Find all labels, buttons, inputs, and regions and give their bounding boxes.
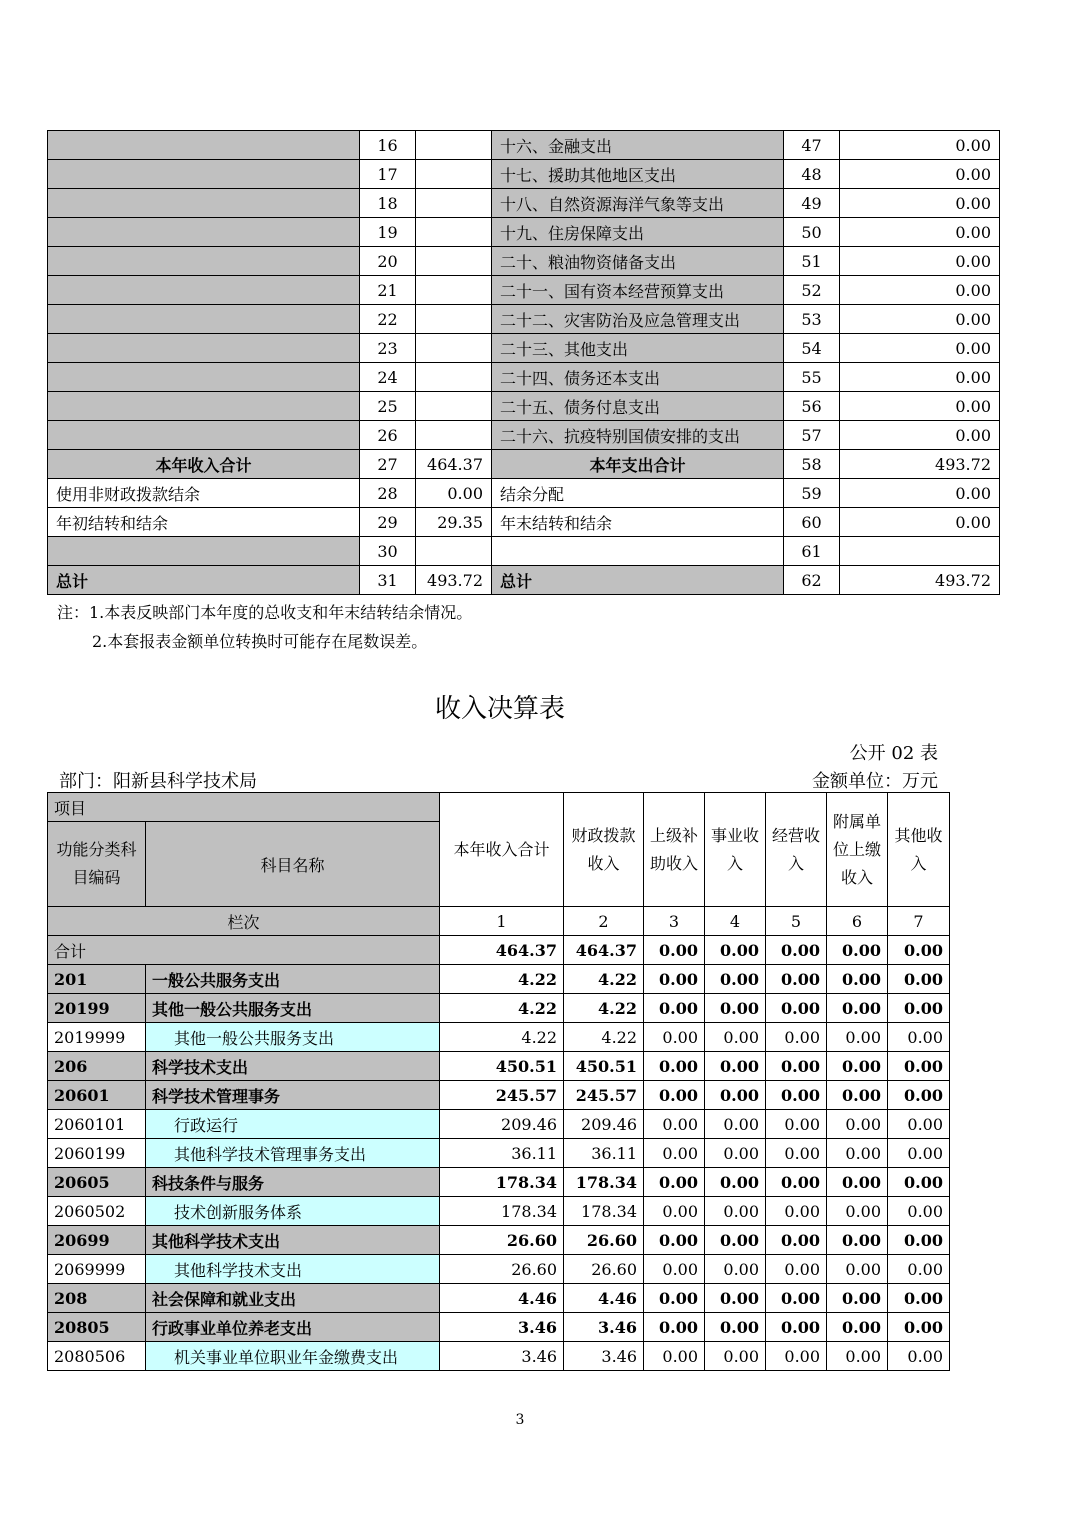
expenditure-item-label: 本年支出合计	[492, 450, 784, 479]
form-number: 公开 02 表	[849, 743, 938, 764]
expenditure-line-number: 56	[784, 392, 840, 421]
income-value: 4.22	[440, 1023, 564, 1052]
income-value: 0.00	[766, 1342, 827, 1371]
expenditure-line-number: 61	[784, 537, 840, 566]
expenditure-amount: 493.72	[840, 450, 1000, 479]
column-number: 7	[888, 907, 950, 936]
note-line-1: 注：1.本表反映部门本年度的总收支和年末结转结余情况。	[57, 603, 473, 622]
income-value: 0.00	[644, 1226, 705, 1255]
expenditure-item-label: 十九、住房保障支出	[492, 218, 784, 247]
summary-row	[48, 334, 1000, 363]
income-line-number: 24	[360, 363, 416, 392]
expenditure-amount: 0.00	[840, 160, 1000, 189]
expenditure-item-label: 二十三、其他支出	[492, 334, 784, 363]
income-value: 3.46	[564, 1342, 644, 1371]
income-value: 0.00	[827, 965, 888, 994]
income-row	[48, 1081, 950, 1110]
header-other-income: 其他收入	[888, 793, 950, 907]
expenditure-item-label: 二十五、债务付息支出	[492, 392, 784, 421]
summary-row	[48, 160, 1000, 189]
subject-name: 科学技术管理事务	[146, 1081, 440, 1110]
subject-name: 行政运行	[146, 1110, 440, 1139]
income-row	[48, 1139, 950, 1168]
income-value: 0.00	[766, 1052, 827, 1081]
income-value: 0.00	[888, 994, 950, 1023]
income-value: 209.46	[440, 1110, 564, 1139]
subject-name: 其他科学技术管理事务支出	[146, 1139, 440, 1168]
income-value: 4.22	[564, 965, 644, 994]
expenditure-line-number: 62	[784, 566, 840, 595]
amount-unit-label: 金额单位：万元	[812, 771, 938, 792]
income-row	[48, 1226, 950, 1255]
total-value: 464.37	[564, 936, 644, 965]
income-value: 245.57	[564, 1081, 644, 1110]
income-amount	[416, 276, 492, 305]
income-value: 0.00	[888, 1081, 950, 1110]
header-superior-subsidy: 上级补助收入	[644, 793, 705, 907]
header-subject-name: 科目名称	[146, 822, 440, 907]
income-value: 0.00	[888, 965, 950, 994]
income-value: 0.00	[705, 1284, 766, 1313]
income-value: 178.34	[440, 1197, 564, 1226]
income-value: 178.34	[440, 1168, 564, 1197]
function-code: 2060101	[48, 1110, 146, 1139]
income-amount	[416, 247, 492, 276]
income-value: 0.00	[766, 994, 827, 1023]
subject-name: 行政事业单位养老支出	[146, 1313, 440, 1342]
expenditure-amount: 0.00	[840, 479, 1000, 508]
department-label: 部门：阳新县科学技术局	[59, 771, 257, 792]
income-amount: 464.37	[416, 450, 492, 479]
income-value: 0.00	[827, 1023, 888, 1052]
expenditure-amount: 0.00	[840, 305, 1000, 334]
income-item-label	[48, 160, 360, 189]
expenditure-item-label: 二十四、债务还本支出	[492, 363, 784, 392]
income-item-label	[48, 421, 360, 450]
column-number: 5	[766, 907, 827, 936]
income-line-number: 18	[360, 189, 416, 218]
income-item-label	[48, 218, 360, 247]
summary-row	[48, 450, 1000, 479]
income-value: 0.00	[888, 1284, 950, 1313]
income-value: 178.34	[564, 1168, 644, 1197]
header-column-index: 栏次	[48, 907, 440, 936]
income-item-label	[48, 247, 360, 276]
header-business-income: 事业收入	[705, 793, 766, 907]
income-item-label: 使用非财政拨款结余	[48, 479, 360, 508]
income-value: 0.00	[644, 1255, 705, 1284]
income-amount	[416, 305, 492, 334]
total-row-label: 合计	[48, 936, 440, 965]
note-line-2: 2.本套报表金额单位转换时可能存在尾数误差。	[92, 632, 428, 651]
income-line-number: 21	[360, 276, 416, 305]
column-number: 3	[644, 907, 705, 936]
income-value: 0.00	[766, 1139, 827, 1168]
income-row	[48, 994, 950, 1023]
income-value: 0.00	[766, 1110, 827, 1139]
income-value: 0.00	[827, 1052, 888, 1081]
income-value: 0.00	[705, 1313, 766, 1342]
income-row	[48, 965, 950, 994]
subject-name: 其他科学技术支出	[146, 1226, 440, 1255]
summary-row	[48, 131, 1000, 160]
summary-row	[48, 189, 1000, 218]
income-value: 0.00	[705, 1226, 766, 1255]
income-value: 0.00	[766, 1255, 827, 1284]
income-value: 0.00	[766, 1168, 827, 1197]
header-operating-income: 经营收入	[766, 793, 827, 907]
income-value: 0.00	[766, 965, 827, 994]
income-value: 0.00	[644, 1284, 705, 1313]
summary-row	[48, 218, 1000, 247]
income-value: 0.00	[766, 1197, 827, 1226]
income-item-label	[48, 305, 360, 334]
income-value: 3.46	[440, 1342, 564, 1371]
income-row	[48, 1255, 950, 1284]
expenditure-amount	[840, 537, 1000, 566]
income-line-number: 19	[360, 218, 416, 247]
subject-name: 社会保障和就业支出	[146, 1284, 440, 1313]
income-line-number: 26	[360, 421, 416, 450]
subject-name: 一般公共服务支出	[146, 965, 440, 994]
expenditure-line-number: 51	[784, 247, 840, 276]
function-code: 20605	[48, 1168, 146, 1197]
income-value: 4.22	[440, 994, 564, 1023]
expenditure-line-number: 48	[784, 160, 840, 189]
summary-row	[48, 276, 1000, 305]
income-value: 245.57	[440, 1081, 564, 1110]
income-item-label	[48, 131, 360, 160]
income-value: 3.46	[440, 1313, 564, 1342]
income-amount	[416, 537, 492, 566]
expenditure-amount: 0.00	[840, 218, 1000, 247]
income-value: 0.00	[888, 1342, 950, 1371]
income-item-label	[48, 189, 360, 218]
income-line-number: 29	[360, 508, 416, 537]
function-code: 2080506	[48, 1342, 146, 1371]
expenditure-amount: 0.00	[840, 363, 1000, 392]
income-value: 4.22	[564, 994, 644, 1023]
income-item-label	[48, 334, 360, 363]
income-value: 0.00	[644, 965, 705, 994]
subject-name: 科技条件与服务	[146, 1168, 440, 1197]
income-value: 0.00	[644, 1081, 705, 1110]
summary-row	[48, 421, 1000, 450]
expenditure-line-number: 49	[784, 189, 840, 218]
total-value: 0.00	[888, 936, 950, 965]
expenditure-line-number: 55	[784, 363, 840, 392]
expenditure-amount: 0.00	[840, 334, 1000, 363]
summary-row	[48, 305, 1000, 334]
income-value: 0.00	[766, 1081, 827, 1110]
income-value: 0.00	[827, 1110, 888, 1139]
income-line-number: 28	[360, 479, 416, 508]
income-value: 0.00	[888, 1168, 950, 1197]
expenditure-amount: 0.00	[840, 508, 1000, 537]
income-value: 0.00	[705, 1110, 766, 1139]
income-value: 0.00	[705, 1139, 766, 1168]
income-expenditure-summary-table	[47, 130, 1000, 595]
income-amount: 493.72	[416, 566, 492, 595]
expenditure-item-label: 二十六、抗疫特别国债安排的支出	[492, 421, 784, 450]
income-value: 0.00	[888, 1226, 950, 1255]
summary-row	[48, 508, 1000, 537]
income-value: 0.00	[644, 1168, 705, 1197]
income-row	[48, 1342, 950, 1371]
expenditure-line-number: 59	[784, 479, 840, 508]
income-value: 0.00	[888, 1023, 950, 1052]
income-amount	[416, 189, 492, 218]
income-amount	[416, 131, 492, 160]
income-value: 450.51	[564, 1052, 644, 1081]
income-value: 0.00	[888, 1110, 950, 1139]
income-row	[48, 1168, 950, 1197]
income-value: 0.00	[827, 1081, 888, 1110]
total-value: 0.00	[827, 936, 888, 965]
income-amount: 29.35	[416, 508, 492, 537]
expenditure-amount: 0.00	[840, 247, 1000, 276]
income-value: 4.22	[440, 965, 564, 994]
income-amount	[416, 334, 492, 363]
expenditure-line-number: 58	[784, 450, 840, 479]
income-line-number: 30	[360, 537, 416, 566]
income-value: 0.00	[644, 994, 705, 1023]
income-amount	[416, 421, 492, 450]
income-value: 0.00	[827, 1255, 888, 1284]
expenditure-amount: 0.00	[840, 276, 1000, 305]
income-item-label: 年初结转和结余	[48, 508, 360, 537]
income-value: 0.00	[827, 1197, 888, 1226]
expenditure-item-label: 十七、援助其他地区支出	[492, 160, 784, 189]
expenditure-line-number: 53	[784, 305, 840, 334]
income-value: 0.00	[705, 965, 766, 994]
income-value: 26.60	[440, 1255, 564, 1284]
income-value: 0.00	[888, 1197, 950, 1226]
expenditure-item-label: 十八、自然资源海洋气象等支出	[492, 189, 784, 218]
expenditure-amount: 0.00	[840, 392, 1000, 421]
expenditure-line-number: 47	[784, 131, 840, 160]
expenditure-item-label: 年末结转和结余	[492, 508, 784, 537]
income-value: 0.00	[766, 1313, 827, 1342]
expenditure-item-label: 总计	[492, 566, 784, 595]
income-line-number: 20	[360, 247, 416, 276]
income-value: 36.11	[564, 1139, 644, 1168]
income-value: 0.00	[766, 1284, 827, 1313]
expenditure-item-label: 结余分配	[492, 479, 784, 508]
income-value: 0.00	[644, 1023, 705, 1052]
income-line-number: 27	[360, 450, 416, 479]
income-value: 0.00	[888, 1313, 950, 1342]
function-code: 20805	[48, 1313, 146, 1342]
income-value: 0.00	[888, 1255, 950, 1284]
income-value: 0.00	[644, 1139, 705, 1168]
expenditure-line-number: 54	[784, 334, 840, 363]
income-value: 0.00	[644, 1342, 705, 1371]
expenditure-amount: 0.00	[840, 189, 1000, 218]
total-value: 0.00	[766, 936, 827, 965]
income-value: 0.00	[705, 1168, 766, 1197]
total-value: 0.00	[644, 936, 705, 965]
income-line-number: 17	[360, 160, 416, 189]
income-row	[48, 1052, 950, 1081]
income-final-accounts-table	[47, 792, 950, 1371]
income-value: 0.00	[705, 1023, 766, 1052]
expenditure-item-label	[492, 537, 784, 566]
income-value: 0.00	[644, 1110, 705, 1139]
expenditure-amount: 0.00	[840, 131, 1000, 160]
income-value: 0.00	[766, 1226, 827, 1255]
summary-row	[48, 479, 1000, 508]
income-value: 26.60	[564, 1255, 644, 1284]
expenditure-line-number: 60	[784, 508, 840, 537]
income-row	[48, 1110, 950, 1139]
income-value: 4.22	[564, 1023, 644, 1052]
income-amount	[416, 160, 492, 189]
income-amount: 0.00	[416, 479, 492, 508]
income-value: 4.46	[564, 1284, 644, 1313]
income-row	[48, 1284, 950, 1313]
income-value: 0.00	[827, 1342, 888, 1371]
income-value: 0.00	[827, 1284, 888, 1313]
income-line-number: 16	[360, 131, 416, 160]
function-code: 20699	[48, 1226, 146, 1255]
function-code: 201	[48, 965, 146, 994]
column-number: 4	[705, 907, 766, 936]
function-code: 20601	[48, 1081, 146, 1110]
income-line-number: 31	[360, 566, 416, 595]
income-amount	[416, 392, 492, 421]
income-table-title: 收入决算表	[434, 694, 565, 724]
income-value: 209.46	[564, 1110, 644, 1139]
income-amount	[416, 363, 492, 392]
subject-name: 其他一般公共服务支出	[146, 1023, 440, 1052]
summary-row	[48, 247, 1000, 276]
income-value: 0.00	[644, 1313, 705, 1342]
function-code: 2060199	[48, 1139, 146, 1168]
expenditure-item-label: 二十、粮油物资储备支出	[492, 247, 784, 276]
income-value: 4.46	[440, 1284, 564, 1313]
income-value: 0.00	[705, 994, 766, 1023]
expenditure-item-label: 二十一、国有资本经营预算支出	[492, 276, 784, 305]
income-item-label	[48, 392, 360, 421]
subject-name: 其他一般公共服务支出	[146, 994, 440, 1023]
income-value: 0.00	[644, 1197, 705, 1226]
function-code: 2060502	[48, 1197, 146, 1226]
total-value: 464.37	[440, 936, 564, 965]
subject-name: 科学技术支出	[146, 1052, 440, 1081]
income-value: 0.00	[827, 1226, 888, 1255]
income-value: 0.00	[888, 1139, 950, 1168]
income-value: 0.00	[705, 1255, 766, 1284]
income-value: 0.00	[827, 1313, 888, 1342]
expenditure-amount: 0.00	[840, 421, 1000, 450]
function-code: 208	[48, 1284, 146, 1313]
income-value: 0.00	[827, 994, 888, 1023]
income-line-number: 23	[360, 334, 416, 363]
income-row	[48, 1023, 950, 1052]
subject-name: 机关事业单位职业年金缴费支出	[146, 1342, 440, 1371]
expenditure-item-label: 十六、金融支出	[492, 131, 784, 160]
income-value: 178.34	[564, 1197, 644, 1226]
income-value: 0.00	[827, 1139, 888, 1168]
income-value: 0.00	[705, 1081, 766, 1110]
income-value: 26.60	[564, 1226, 644, 1255]
expenditure-item-label: 二十二、灾害防治及应急管理支出	[492, 305, 784, 334]
income-item-label: 本年收入合计	[48, 450, 360, 479]
income-value: 0.00	[888, 1052, 950, 1081]
expenditure-line-number: 50	[784, 218, 840, 247]
header-affiliated-unit-income: 附属单位上缴收入	[827, 793, 888, 907]
summary-row	[48, 392, 1000, 421]
column-number: 2	[564, 907, 644, 936]
subject-name: 其他科学技术支出	[146, 1255, 440, 1284]
income-value: 36.11	[440, 1139, 564, 1168]
income-value: 0.00	[705, 1052, 766, 1081]
income-value: 450.51	[440, 1052, 564, 1081]
function-code: 2069999	[48, 1255, 146, 1284]
total-value: 0.00	[705, 936, 766, 965]
income-row	[48, 1313, 950, 1342]
page-number: 3	[515, 1412, 525, 1428]
income-amount	[416, 218, 492, 247]
income-item-label	[48, 363, 360, 392]
income-value: 0.00	[705, 1197, 766, 1226]
summary-row	[48, 363, 1000, 392]
income-item-label	[48, 276, 360, 305]
expenditure-amount: 493.72	[840, 566, 1000, 595]
function-code: 20199	[48, 994, 146, 1023]
income-value: 0.00	[827, 1168, 888, 1197]
summary-row	[48, 537, 1000, 566]
income-item-label: 总计	[48, 566, 360, 595]
column-number: 6	[827, 907, 888, 936]
income-value: 0.00	[644, 1052, 705, 1081]
income-row	[48, 1197, 950, 1226]
income-value: 26.60	[440, 1226, 564, 1255]
income-item-label	[48, 537, 360, 566]
function-code: 206	[48, 1052, 146, 1081]
column-number: 1	[440, 907, 564, 936]
income-value: 0.00	[705, 1342, 766, 1371]
summary-row	[48, 566, 1000, 595]
income-line-number: 22	[360, 305, 416, 334]
expenditure-line-number: 57	[784, 421, 840, 450]
function-code: 2019999	[48, 1023, 146, 1052]
income-value: 3.46	[564, 1313, 644, 1342]
header-total-income: 本年收入合计	[440, 793, 564, 907]
income-line-number: 25	[360, 392, 416, 421]
subject-name: 技术创新服务体系	[146, 1197, 440, 1226]
header-project: 项目	[48, 793, 440, 822]
header-fiscal-appropriation: 财政拨款收入	[564, 793, 644, 907]
header-function-code: 功能分类科目编码	[48, 822, 146, 907]
expenditure-line-number: 52	[784, 276, 840, 305]
income-value: 0.00	[766, 1023, 827, 1052]
